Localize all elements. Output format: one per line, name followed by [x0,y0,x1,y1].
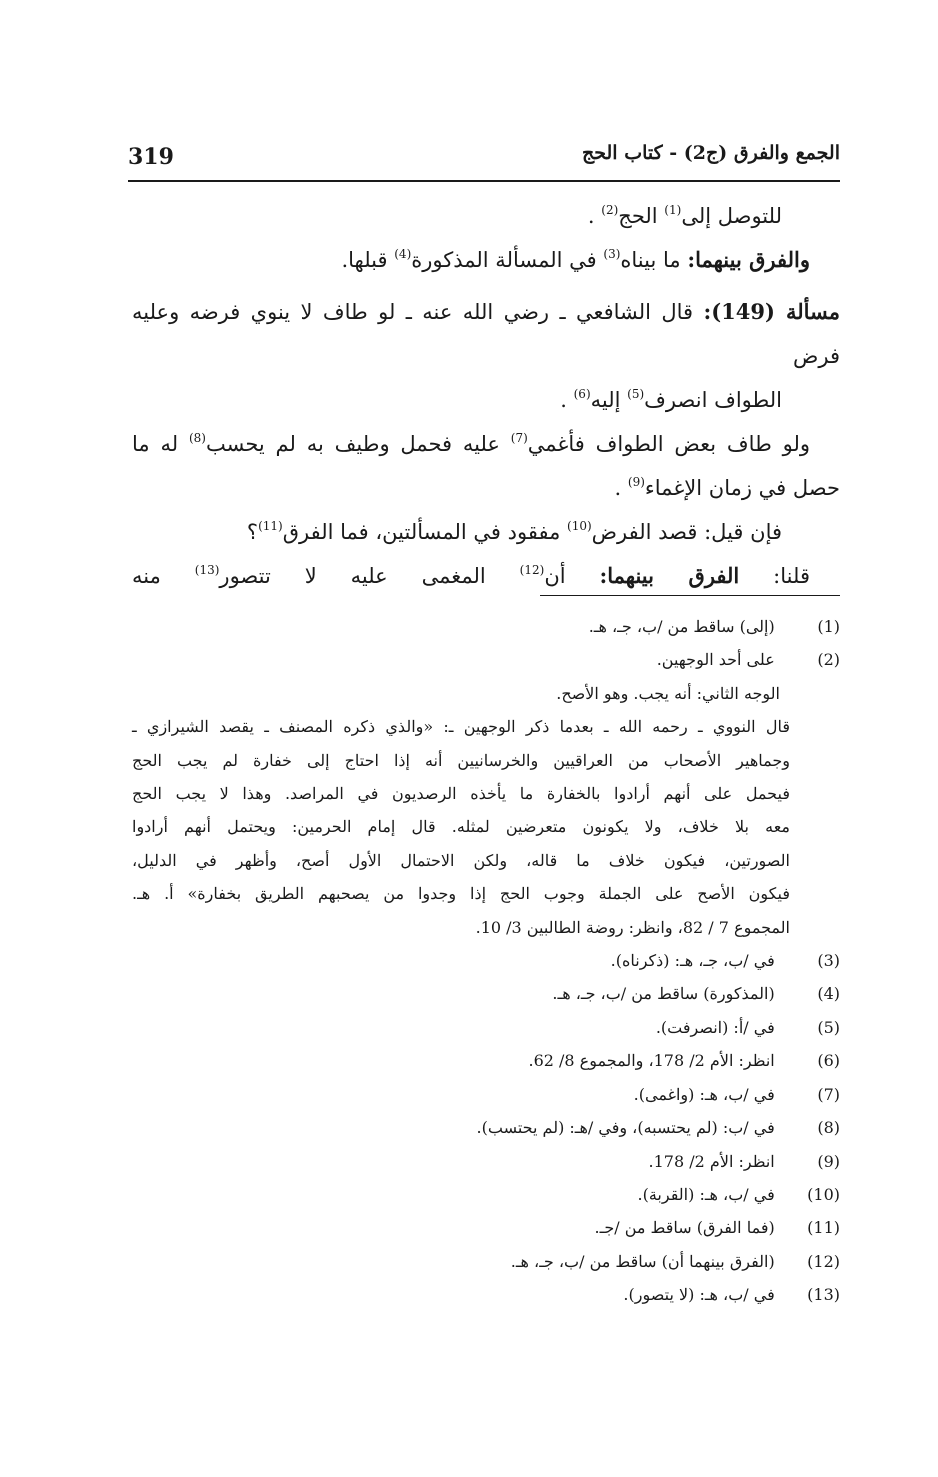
footnote-number: (7) [817,1084,840,1104]
footnote-item: (8) في /ب: (لم يحتسبه)، وفي /هـ: (لم يحتسب). [132,1111,840,1144]
text-line-7: فإن قيل: قصد الفرض$^{(10)}$ مفقود في المسألتين، فما الفرق$^{(11)}$؟ [246,519,782,544]
footnote-item: (13) في /ب، هـ: (لا يتصور). [132,1278,840,1311]
footnote-ref: (8) [188,431,206,445]
footnote-continuation: الوجه الثاني: أنه يجب. وهو الأصح. [556,683,780,703]
footnote-number: (13) [807,1285,840,1305]
footnote-number: (4) [817,984,840,1004]
footnote-ref: (6) [573,387,591,401]
issue-label: مسألة (149): [703,299,840,324]
footnote-number: (9) [817,1151,840,1171]
running-title: الجمع والفرق (ج2) - كتاب الحج [581,142,840,164]
footnote-ref: (5) [627,387,645,401]
main-text [132,194,840,598]
header-rule [128,180,840,182]
footnote-number: (6) [817,1051,840,1071]
footnote-continuation: قال النووي ـ رحمه الله ـ بعدما ذكر الوجهين ـ: «والذي ذكره المصنف ـ يقصد الشيرازي ـ [132,717,790,737]
footnote-item: (6) انظر: الأم 2/ 178، والمجموع 8/ 62. [132,1044,840,1077]
footnote-continuation: فيحمل على أنهم أرادوا بالخفارة ما يأخذه الرصديون في المراصد. وهذا لا يجب الحج [132,784,790,804]
text-line-6: حصل في زمان الإغماء$^{(9)}$ . [614,475,840,500]
footnote-item: (12) (الفرق بينهما أن) ساقط من /ب، جـ، هـ. [132,1245,840,1278]
footnote-ref: (3) [603,247,621,261]
footnote-continuation: معه بلا خلاف، ولا يكونون متعرضين لمثله. قال إمام الحرمين: ويحتمل أنهم أرادوا [132,817,790,837]
footnote-item: (10) في /ب، هـ: (القربة). [132,1178,840,1211]
footnote-item: (11) (فما الفرق) ساقط من /جـ. [132,1211,840,1244]
section-label: والفرق بينهما: [687,247,810,272]
footnote-number: (11) [807,1218,840,1238]
footnote-ref: (4) [394,247,412,261]
footnotes [132,610,840,1312]
footnote-ref: (13) [194,563,220,577]
text-line-2: والفرق بينهما: ما بيناه$^{(3)}$ في المسألة المذكورة$^{(4)}$ قبلها. [341,247,810,272]
footnote-item: (4) (المذكورة) ساقط من /ب، جـ، هـ. [132,977,840,1010]
footnote-ref: (11) [258,519,283,533]
footnote-ref: (1) [664,203,682,217]
section-label: الفرق بينهما: [599,563,740,588]
page-header [128,138,840,178]
text-line-1: للتوصل إلى$^{(1)}$ الحج$^{(2)}$ . [587,203,782,228]
footnote-ref: (10) [567,519,592,533]
footnote-ref: (2) [601,203,619,217]
text-line-5: ولو طاف بعض الطواف فأغمي$^{(7)}$ عليه فحمل وطيف به لم يحسب$^{(8)}$ له ما [132,431,811,456]
text-line-8: قلنا: الفرق بينهما: أن$^{(12)}$ المغمى عليه لا تتصور$^{(13)}$ منه [132,563,810,588]
footnote-item: (3) في /ب، جـ، هـ: (ذكرناه). [132,944,840,977]
footnote-item: (2) على أحد الوجهين. [132,643,840,676]
text-line-3: مسألة (149): قال الشافعي ـ رضي الله عنه ـ لو طاف لا ينوي فرضه وعليه فرض [132,299,840,368]
footnote-item: (5) في /أ: (انصرفت). [132,1011,840,1044]
footnote-number: (12) [807,1251,840,1271]
text-line-4: الطواف انصرف$^{(5)}$ إليه$^{(6)}$ . [560,387,782,412]
footnote-continuation: فيكون الأصح على الجملة وجوب الحج إذا وجدوا من يصحبهم الطريق بخفارة» أ. هـ. [132,884,790,904]
footnote-continuation: المجموع 7 / 82، وانظر: روضة الطالبين 3/ 10. [475,917,790,937]
footnote-item: (1) (إلى) ساقط من /ب، جـ، هـ. [132,610,840,643]
footnote-ref: (9) [627,475,645,489]
footnote-item: (9) انظر: الأم 2/ 178. [132,1145,840,1178]
footnote-number: (1) [817,617,840,636]
footnote-number: (2) [817,650,840,670]
footnote-number: (5) [817,1017,840,1037]
footnote-continuation: وجماهير الأصحاب من العراقيين والخرسانيين أنه إذا احتاج إلى خفارة لم يجب الحج [132,750,790,770]
footnote-continuation: الصورتين، فيكون خلاف ما قاله، ولكن الاحتمال الأول أصح، وأظهر في الدليل، [132,850,791,870]
footnote-number: (8) [817,1118,840,1138]
footnote-item: (7) في /ب، هـ: (واغمى). [132,1078,840,1111]
footnote-separator [540,595,840,596]
footnote-number: (10) [807,1184,840,1204]
page-number: 319 [128,144,174,170]
footnote-ref: (12) [519,563,545,577]
footnote-ref: (7) [510,431,528,445]
footnote-number: (3) [817,951,840,971]
